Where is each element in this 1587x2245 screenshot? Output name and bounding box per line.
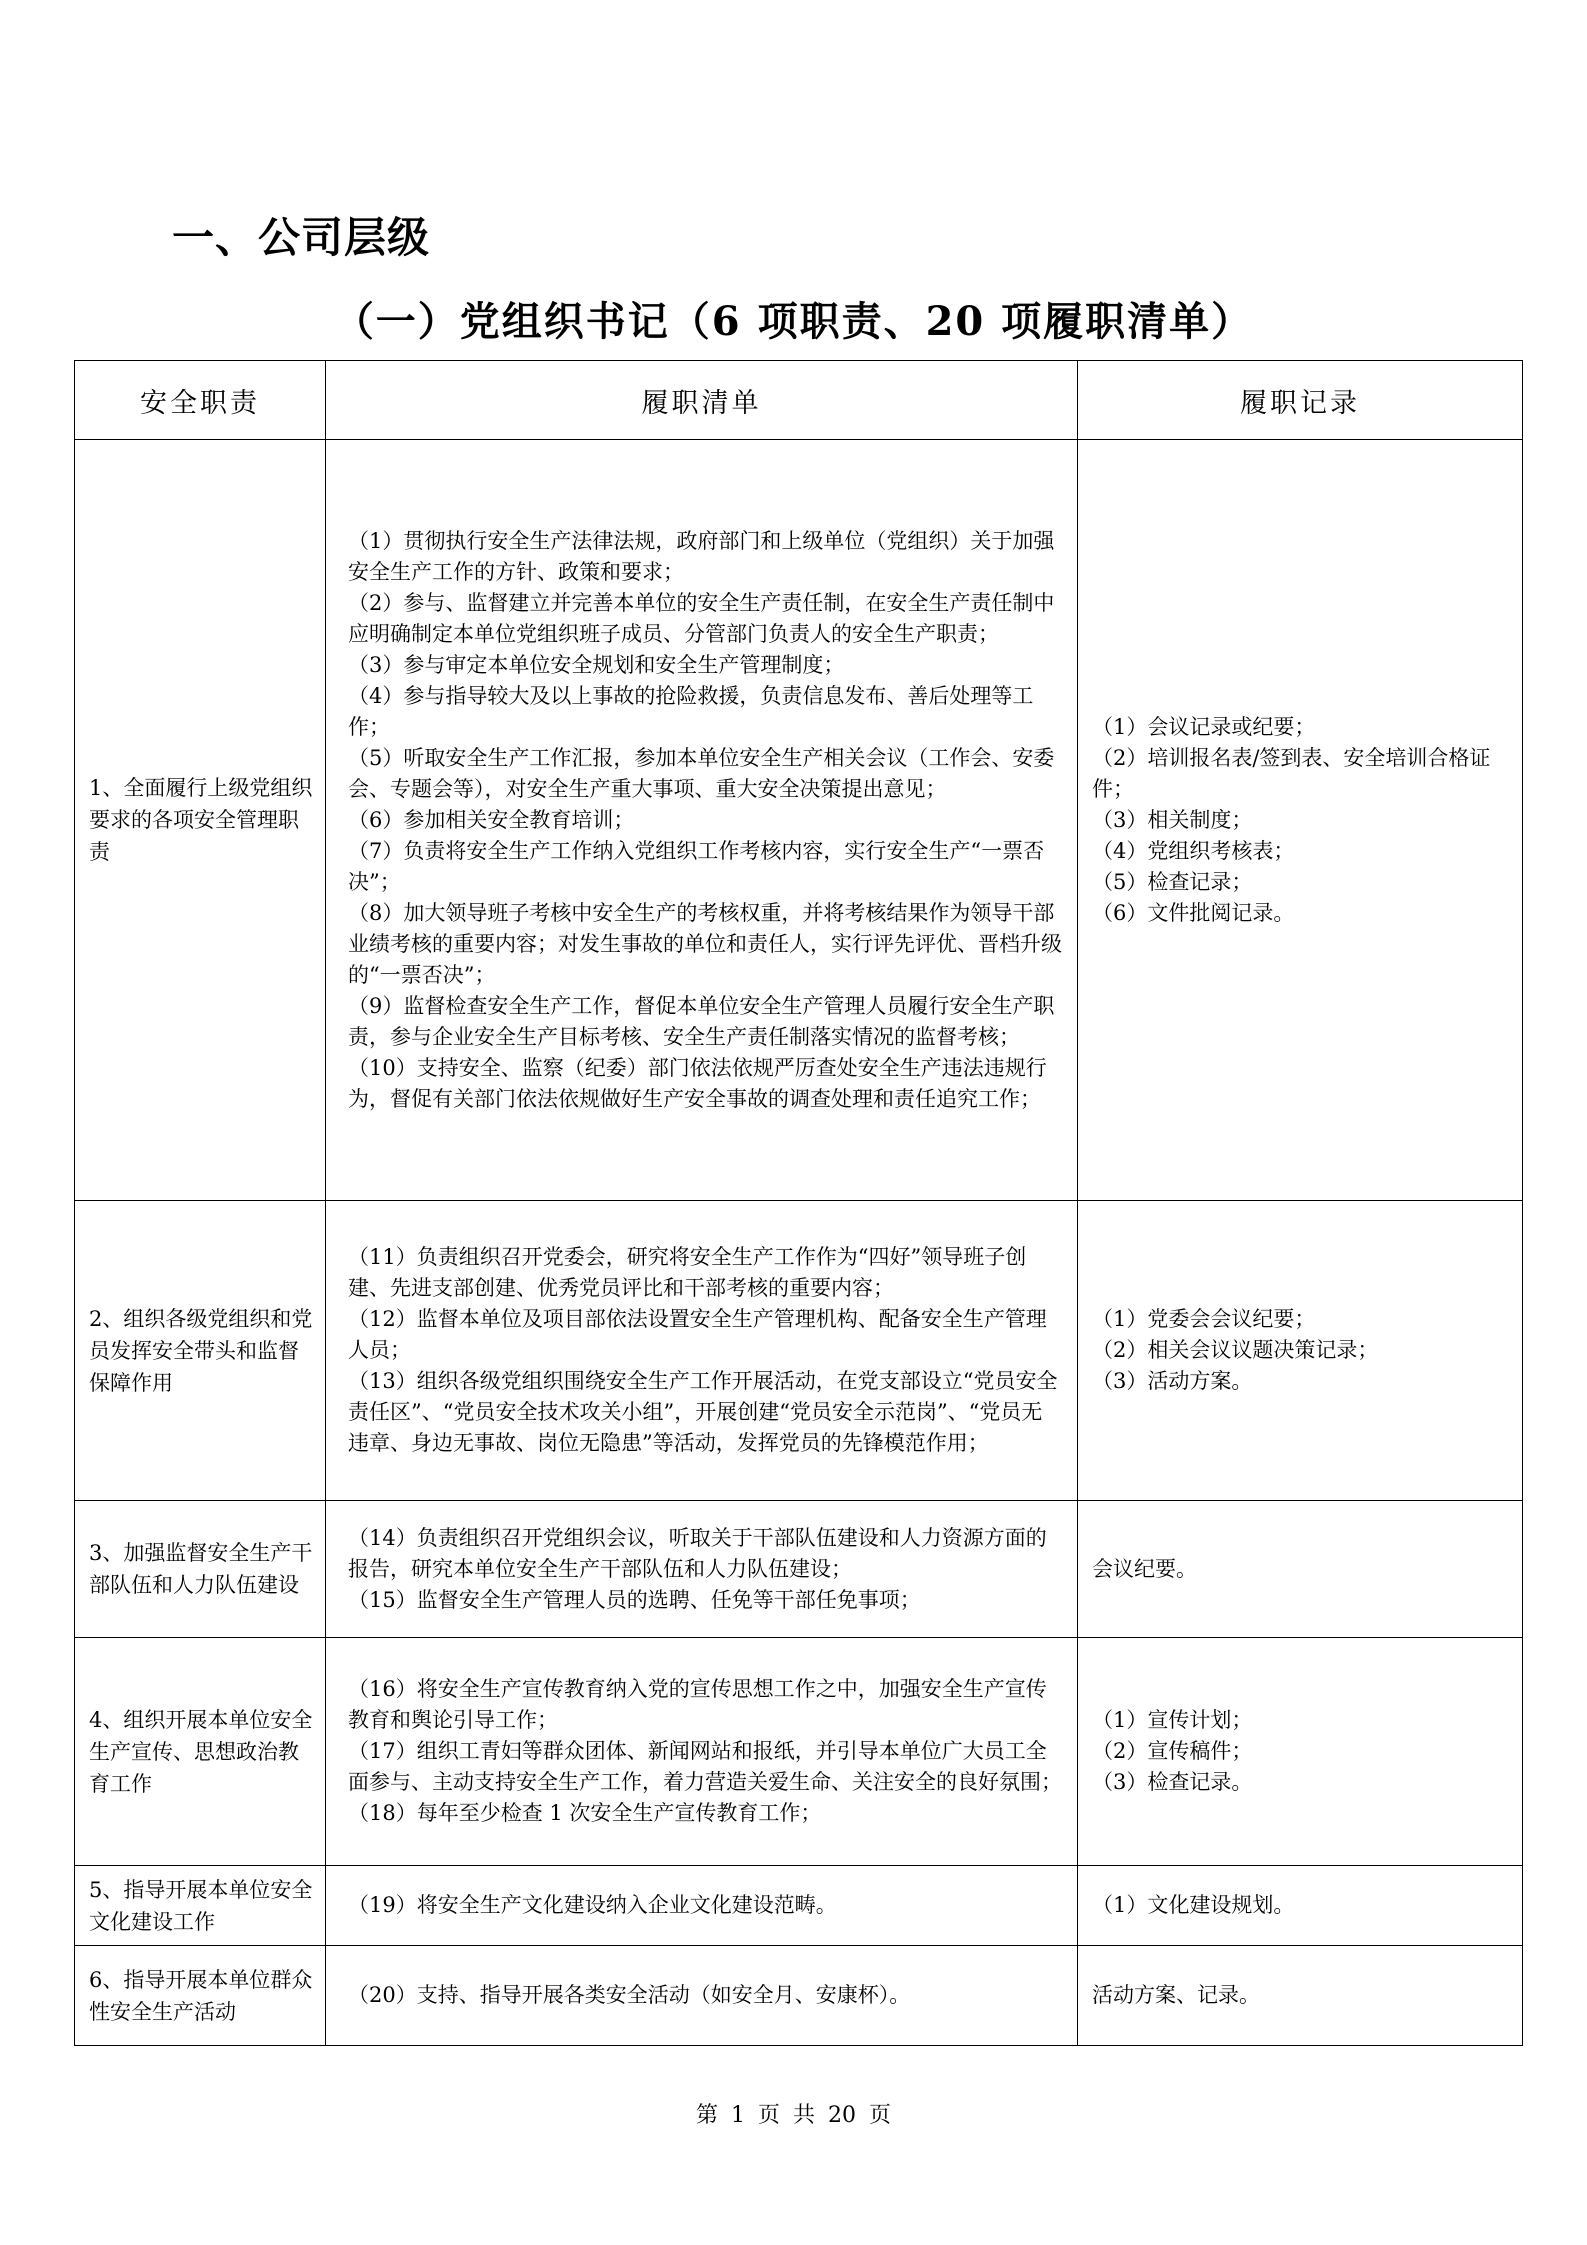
duty-table [74,360,1523,2046]
record-item: （6）文件批阅记录。 [1092,900,1295,925]
table-row [75,1201,1523,1501]
subsection-title: （一）党组织书记（6 项职责、20 项履职清单） [333,298,1254,345]
record-item: （3）检查记录。 [1092,1770,1253,1794]
header-records: 履职记录 [1078,361,1523,440]
record-item: （1）党委会会议纪要； [1092,1307,1316,1331]
duty-cell: 6、指导开展本单位群众性安全生产活动 [75,1946,326,2046]
record-item: 活动方案、记录。 [1092,1983,1260,2007]
table-row [75,440,1523,1201]
checklist-item: （3）参与审定本单位安全规划和安全生产管理制度； [348,652,845,677]
section-title: 一、公司层级 [172,213,431,262]
table-row [75,1501,1523,1638]
checklist-item: （9）监督检查安全生产工作，督促本单位安全生产管理人员履行安全生产职责，参与企业安全生产目标考核、安全生产责任制落实情况的监督考核； [348,993,1055,1049]
record-item: （2）相关会议议题决策记录； [1092,1338,1379,1362]
checklist-item: （6）参加相关安全教育培训； [348,807,635,832]
record-item: （4）党组织考核表； [1092,838,1295,863]
checklist-item: （20）支持、指导开展各类安全活动（如安全月、安康杯）。 [348,1983,911,2007]
duty-cell: 2、组织各级党组织和党员发挥安全带头和监督保障作用 [75,1201,326,1501]
checklist-item: （10）支持安全、监察（纪委）部门依法依规严厉查处安全生产违法违规行为，督促有关部门依法依规做好生产安全事故的调查处理和责任追究工作； [348,1055,1047,1111]
header-duty: 安全职责 [75,361,326,440]
duty-cell: 1、全面履行上级党组织要求的各项安全管理职责 [75,440,326,1201]
duty-cell: 3、加强监督安全生产干部队伍和人力队伍建设 [75,1501,326,1638]
checklist-item: （4）参与指导较大及以上事故的抢险救援，负责信息发布、善后处理等工作； [348,683,1034,739]
items-cell [326,1201,1078,1501]
duty-cell: 4、组织开展本单位安全生产宣传、思想政治教育工作 [75,1638,326,1866]
table-header-row [75,361,1523,440]
checklist-item: （13）组织各级党组织围绕安全生产工作开展活动，在党支部设立“党员安全责任区”、“党员安全技术攻关小组”，开展创建“党员安全示范岗”、“党员无违章、身边无事故、岗位无隐患”等活动，发挥党员的先锋模范作用； [348,1369,1058,1455]
checklist-item: （18）每年至少检查 1 次安全生产宣传教育工作； [348,1801,822,1825]
record-item: 会议纪要。 [1092,1556,1197,1581]
items-cell [326,1866,1078,1946]
duty-cell: 5、指导开展本单位安全文化建设工作 [75,1866,326,1946]
record-item: （3）活动方案。 [1092,1369,1253,1393]
checklist-item: （8）加大领导班子考核中安全生产的考核权重，并将考核结果作为领导干部业绩考核的重要内容；对发生事故的单位和责任人，实行评先评优、晋档升级的“一票否决”； [348,900,1062,987]
checklist-item: （19）将安全生产文化建设纳入企业文化建设范畴。 [348,1893,837,1917]
checklist-item: （1）贯彻执行安全生产法律法规，政府部门和上级单位（党组织）关于加强安全生产工作的方针、政策和要求； [348,528,1055,584]
records-cell [1078,1946,1523,2046]
table-row [75,1638,1523,1866]
record-item: （1）文化建设规划。 [1092,1893,1295,1917]
records-cell [1078,440,1523,1201]
checklist-item: （16）将安全生产宣传教育纳入党的宣传思想工作之中，加强安全生产宣传教育和舆论引导工作； [348,1677,1047,1732]
items-cell [326,440,1078,1201]
items-cell [326,1501,1078,1638]
header-items: 履职清单 [326,361,1078,440]
checklist-item: （14）负责组织召开党组织会议，听取关于干部队伍建设和人力资源方面的报告，研究本单位安全生产干部队伍和人力队伍建设； [348,1525,1047,1581]
checklist-item: （15）监督安全生产管理人员的选聘、任免等干部任免事项； [348,1587,921,1612]
record-item: （5）检查记录； [1092,869,1253,894]
record-item: （2）宣传稿件； [1092,1739,1253,1763]
records-cell [1078,1501,1523,1638]
table-row [75,1946,1523,2046]
checklist-item: （7）负责将安全生产工作纳入党组织工作考核内容，实行安全生产“一票否决”； [348,838,1045,894]
records-cell [1078,1201,1523,1501]
page-footer: 第 1 页 共 20 页 [696,2103,891,2128]
record-item: （1）宣传计划； [1092,1708,1253,1732]
items-cell [326,1946,1078,2046]
checklist-item: （17）组织工青妇等群众团体、新闻网站和报纸，并引导本单位广大员工全面参与、主动支持安全生产工作，着力营造关爱生命、关注安全的良好氛围； [348,1739,1062,1794]
records-cell [1078,1866,1523,1946]
record-item: （3）相关制度； [1092,807,1253,832]
record-item: （2）培训报名表/签到表、安全培训合格证件； [1092,745,1491,801]
record-item: （1）会议记录或纪要； [1092,714,1316,739]
items-cell [326,1638,1078,1866]
checklist-item: （5）听取安全生产工作汇报，参加本单位安全生产相关会议（工作会、安委会、专题会等），对安全生产重大事项、重大安全决策提出意见； [348,745,1055,801]
checklist-item: （12）监督本单位及项目部依法设置安全生产管理机构、配备安全生产管理人员； [348,1307,1047,1362]
table-row [75,1866,1523,1946]
checklist-item: （2）参与、监督建立并完善本单位的安全生产责任制，在安全生产责任制中应明确制定本单位党组织班子成员、分管部门负责人的安全生产职责； [348,590,1055,646]
checklist-item: （11）负责组织召开党委会，研究将安全生产工作作为“四好”领导班子创建、先进支部创建、优秀党员评比和干部考核的重要内容； [348,1245,1027,1300]
records-cell [1078,1638,1523,1866]
